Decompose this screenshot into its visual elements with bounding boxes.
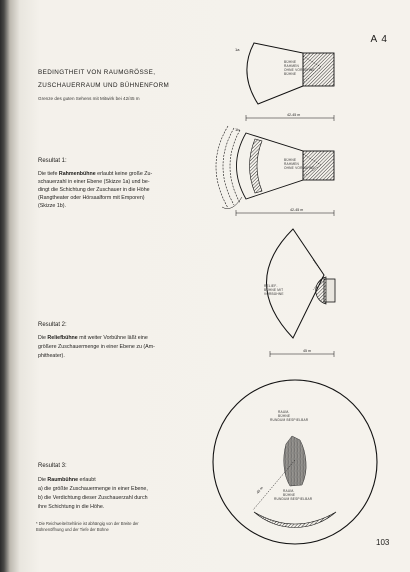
sketch-1b <box>216 126 334 216</box>
svg-text:BÜHNE: BÜHNE <box>284 60 297 64</box>
svg-text:RAHMEN: RAHMEN <box>284 64 300 68</box>
sketch-2-stage <box>316 277 326 304</box>
result-2-line: Die Reliefbühne mit weiter Vorbühne läßt eine <box>38 335 148 341</box>
sketch-1a <box>235 43 334 121</box>
sketch-1a-dimension: 42-45 m <box>287 113 301 117</box>
result-3-line: a) die größte Zuschauermenge in einer Ebene, <box>38 486 148 492</box>
svg-text:BÜHNE MIT: BÜHNE MIT <box>264 288 284 292</box>
sketch-3-dimension: 45 m <box>255 485 264 495</box>
result-1-line: schauerzahl in einer Ebene (Skizze 1a) und be- <box>38 179 150 185</box>
svg-text:OHNE VORBÜHNE: OHNE VORBÜHNE <box>284 166 315 170</box>
svg-text:VORBÜHNE: VORBÜHNE <box>264 292 284 296</box>
footnote-line-1: * Die Reichweite/Sehlinie ist abhängig von der Breite der <box>36 521 139 526</box>
result-1-line: (Rangtheater oder Hörsaalform mit Emporen) <box>38 195 145 201</box>
svg-text:RUNDUM BESPIELBAR: RUNDUM BESPIELBAR <box>270 418 309 422</box>
sketch-1b-dimension: 42-45 m <box>290 208 304 212</box>
result-3-line: b) die Verdichtung dieser Zuschauerzahl durch <box>38 495 148 501</box>
result-1-line: Die tiefe Rahmenbühne erlaubt keine große Zu- <box>38 171 153 177</box>
result-2-line: größere Zuschauermenge in einer Ebene zu (Am- <box>38 344 155 350</box>
sketch-2-dimension: 45 m <box>303 349 311 353</box>
result-2-heading: Resultat 2: <box>38 322 67 328</box>
page-number: 103 <box>376 538 390 547</box>
svg-text:RELIEF-: RELIEF- <box>264 284 278 288</box>
sketch-2 <box>264 229 335 357</box>
svg-text:RUNDUM BESPIELBAR: RUNDUM BESPIELBAR <box>274 497 313 501</box>
svg-text:BÜHNE: BÜHNE <box>284 158 297 162</box>
svg-text:BÜHNE: BÜHNE <box>278 414 291 418</box>
result-3-heading: Resultat 3: <box>38 463 67 469</box>
subtitle: Grenze des guten Sehens mit Mitwirk bei 42/45 m <box>38 96 140 101</box>
result-2-line: phitheater). <box>38 353 65 359</box>
svg-text:RAUM-: RAUM- <box>278 410 290 414</box>
result-3-line: ihre Schichtung in die Höhe. <box>38 504 105 510</box>
result-1-line: dingt die Schichtung der Zuschauer in die Höhe <box>38 187 150 193</box>
svg-text:BÜHNE: BÜHNE <box>284 72 297 76</box>
svg-text:BÜHNE: BÜHNE <box>283 493 296 497</box>
sketch-3-stage <box>284 436 306 486</box>
sketch-1a-label: 1a <box>235 47 240 52</box>
result-1-line: (Skizze 1b). <box>38 203 66 209</box>
svg-text:OHNE VORBÜHNE: OHNE VORBÜHNE <box>284 68 315 72</box>
sketch-1b-label: 1b <box>235 127 240 132</box>
svg-text:RAHMEN: RAHMEN <box>284 162 300 166</box>
footnote-line-2: Bühnenöffnung und der Tiefe der Bühne <box>36 527 109 532</box>
result-3-line: Die Raumbühne erlaubt <box>38 477 96 483</box>
title-line-2: ZUSCHAUERRAUM UND BÜHNENFORM <box>38 82 170 89</box>
sketch-3 <box>213 380 377 544</box>
page-label: A 4 <box>370 34 388 45</box>
title-line-1: BEDINGTHEIT VON RAUMGRÖSSE, <box>38 69 156 76</box>
svg-text:RAUM-: RAUM- <box>283 489 295 493</box>
result-1-heading: Resultat 1: <box>38 158 67 164</box>
